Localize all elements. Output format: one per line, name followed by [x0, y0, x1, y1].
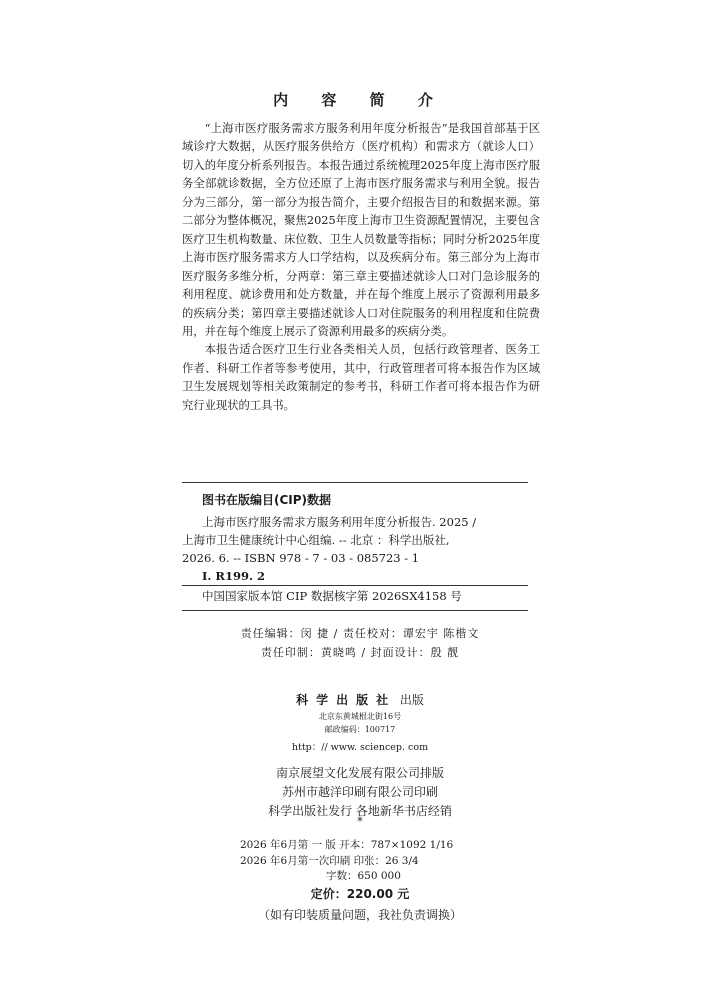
printer: 苏州市越洋印刷有限公司印刷: [281, 785, 438, 799]
cip-classification: Ⅰ. R199. 2: [202, 569, 265, 583]
summary-paragraph: “上海市医疗服务需求方服务利用年度分析报告”是我国首部基于区域诊疗大数据，从医疗服务供给方（医疗机构）和需求方（就诊人口）切入的年度分析系列报告。本报告通过系统梳理2025年度上海市医疗服务全部就诊数据，全方位还原了上海市医疗服务需求与利用全貌。报告分为三部分，第一部分为报告简介，主要介绍报告目的和数据来源。第二部分为整体概况，聚焦2025年度上海市卫生资源配置情况，主要包含医疗卫生机构数量、床位数、卫生人员数量等指标；同时分析2025年度上海市医疗服务需求方人口学结构，以及疾病分布。第三部分为上海市医疗服务多维分析，分两章：第三章主要描述就诊人口对门急诊服务的利用程度、就诊费用和处方数量，并在每个维度上展示了资源利用最多的疾病分类；第四章主要描述就诊人口对住院服务的利用程度和住院费用，并在每个维度上展示了资源利用最多的疾病分类。: [182, 122, 540, 338]
publisher-website: http：// www. sciencep. com: [291, 742, 429, 753]
cip-line: 上海市医疗服务需求方服务利用年度分析报告. 2025 /: [202, 515, 477, 529]
edition-line: 2026 年6月第一次印刷 印张：26 3/4: [240, 854, 419, 867]
distribution: 科学出版社发行 各地新华书店经销: [268, 804, 452, 818]
separator-star: *: [357, 815, 363, 828]
publisher-info: [0, 690, 720, 757]
publisher-address: 北京东黄城根北街16号: [318, 712, 402, 721]
edition-info: [240, 838, 453, 885]
editorial-credits: [0, 624, 720, 662]
summary-body: [182, 120, 540, 415]
cip-top-rule: [182, 482, 528, 483]
word-count: 字数：650 000: [326, 870, 401, 882]
credits-line: 责任印制：黄晓鸣 / 封面设计：殷 靓: [260, 646, 460, 659]
publisher-suffix: 出版: [399, 693, 424, 707]
cip-mid-rule: [182, 585, 528, 586]
credits-line: 责任编辑：闵 捷 / 责任校对：谭宏宇 陈楷文: [240, 627, 480, 640]
cip-bottom-rule: [182, 610, 528, 611]
publisher-name: 科学出版社: [296, 693, 397, 707]
quality-note: （如有印装质量问题，我社负责调换）: [257, 908, 462, 922]
typesetter: 南京展望文化发展有限公司排版: [275, 766, 444, 780]
cip-heading: 图书在版编目(CIP)数据: [202, 493, 332, 507]
cip-number: 中国国家版本馆 CIP 数据核字第 2026SX4158 号: [202, 589, 462, 603]
summary-title: 内 容 简 介: [273, 91, 447, 109]
printing-info: [0, 764, 720, 821]
edition-line: 2026 年6月第 一 版 开本：787×1092 1/16: [240, 839, 454, 851]
price: 定价：220.00 元: [310, 887, 410, 901]
cip-line: 上海市卫生健康统计中心组编. -- 北京 ：科学出版社,: [182, 533, 450, 547]
publisher-line: [0, 690, 720, 710]
cip-data-block: [182, 482, 528, 611]
summary-paragraph: 本报告适合医疗卫生行业各类相关人员，包括行政管理者、医务工作者、科研工作者等参考使用，其中，行政管理者可将本报告作为区域卫生发展规划等相关政策制定的参考书，科研工作者可将本报告作为研究行业现状的工具书。: [182, 343, 540, 412]
publisher-postcode: 邮政编码：100717: [324, 725, 396, 734]
cip-record: [182, 513, 528, 585]
cip-line: 2026. 6. -- ISBN 978 - 7 - 03 - 085723 - 1: [182, 551, 420, 565]
